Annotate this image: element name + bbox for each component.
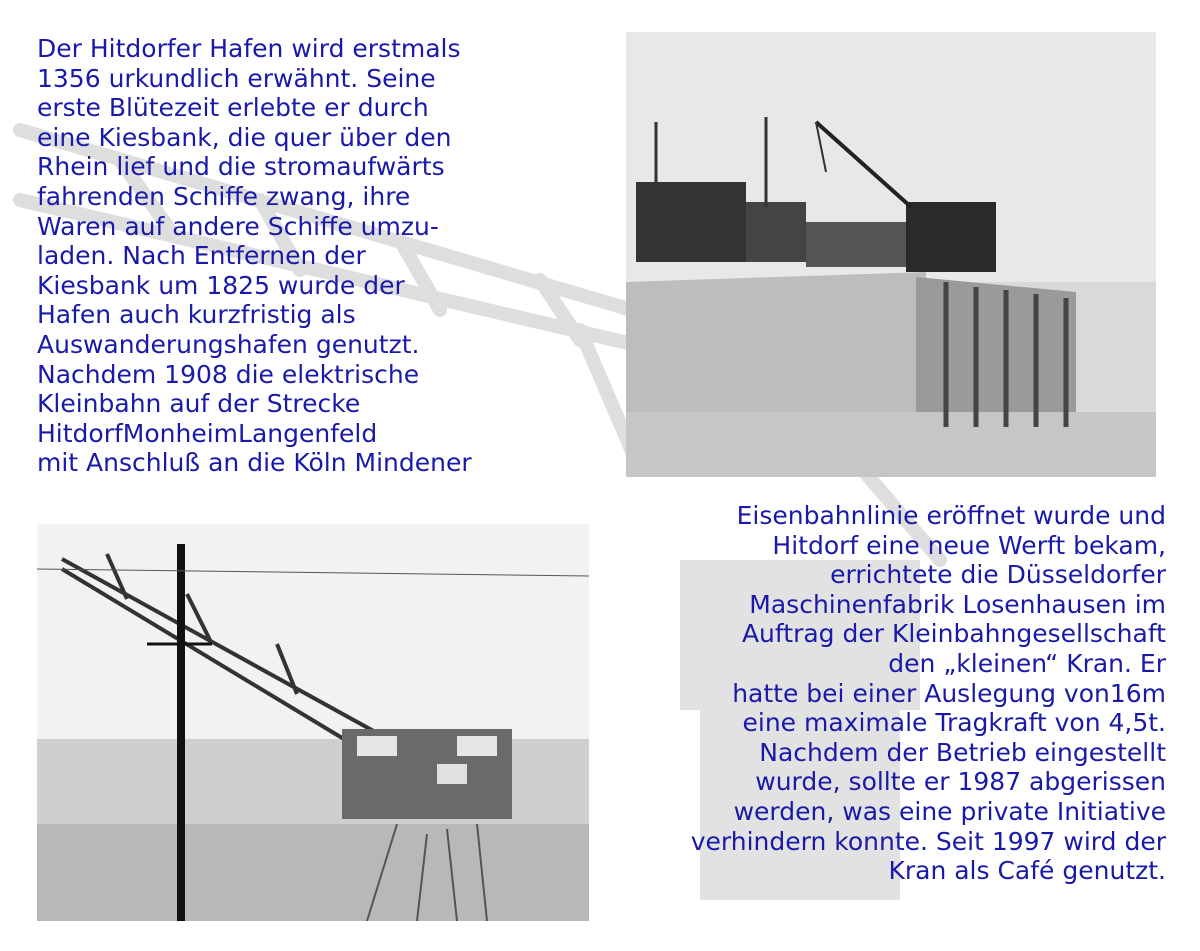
text-line: Der Hitdorfer Hafen wird erstmals [37, 34, 461, 63]
text-line: HitdorfMonheimLangenfeld [37, 418, 378, 448]
text-line: hatte bei einer Auslegung von16m [732, 678, 1166, 708]
text-line: mit Anschluß an die Köln Mindener [37, 448, 472, 478]
text-line: laden. Nach Entfernen der [37, 241, 366, 271]
text-line: 1356 urkundlich erwähnt. Seine [37, 63, 436, 93]
text-line: Nachdem der Betrieb eingestellt [759, 737, 1166, 767]
text-line: Nachdem 1908 die elektrische [37, 359, 420, 389]
text-line: Waren auf andere Schiffe umzu- [37, 211, 439, 241]
text-line: erste Blütezeit erlebte er durch [37, 93, 429, 123]
text-line: Auswanderungshafen genutzt. [37, 329, 420, 359]
text-line: eine Kiesbank, die quer über den [37, 122, 452, 152]
text-line: Maschinenfabrik Losenhausen im [749, 589, 1166, 619]
text-line: fahrenden Schiffe zwang, ihre [37, 181, 411, 211]
text-line: eine maximale Tragkraft von 4,5t. [742, 708, 1166, 738]
text-line: Kleinbahn auf der Strecke [37, 389, 361, 419]
text-line: Hafen auch kurzfristig als [37, 300, 356, 330]
text-line: wurde, sollte er 1987 abgerissen [755, 767, 1166, 797]
railway-crane-photo [626, 32, 1156, 477]
text-line: Rhein lief und die stromaufwärts [37, 152, 445, 182]
harbor-crane-photo [37, 524, 589, 921]
text-line: Kiesbank um 1825 wurde der [37, 270, 405, 300]
text-line: verhindern konnte. Seit 1997 wird der [690, 826, 1166, 856]
text-line: Hitdorf eine neue Werft bekam, [772, 530, 1166, 560]
continuation-text-block [546, 501, 1166, 886]
text-line: werden, was eine private Initiative [733, 796, 1166, 826]
intro-text-block [37, 34, 472, 478]
text-line: errichtete die Düsseldorfer [830, 560, 1166, 590]
text-line: Eisenbahnlinie eröffnet wurde und [736, 501, 1166, 530]
text-line: Auftrag der Kleinbahngesellschaft [741, 619, 1166, 649]
text-line: den „kleinen“ Kran. Er [888, 648, 1166, 678]
text-line: Kran als Café genutzt. [888, 856, 1166, 886]
